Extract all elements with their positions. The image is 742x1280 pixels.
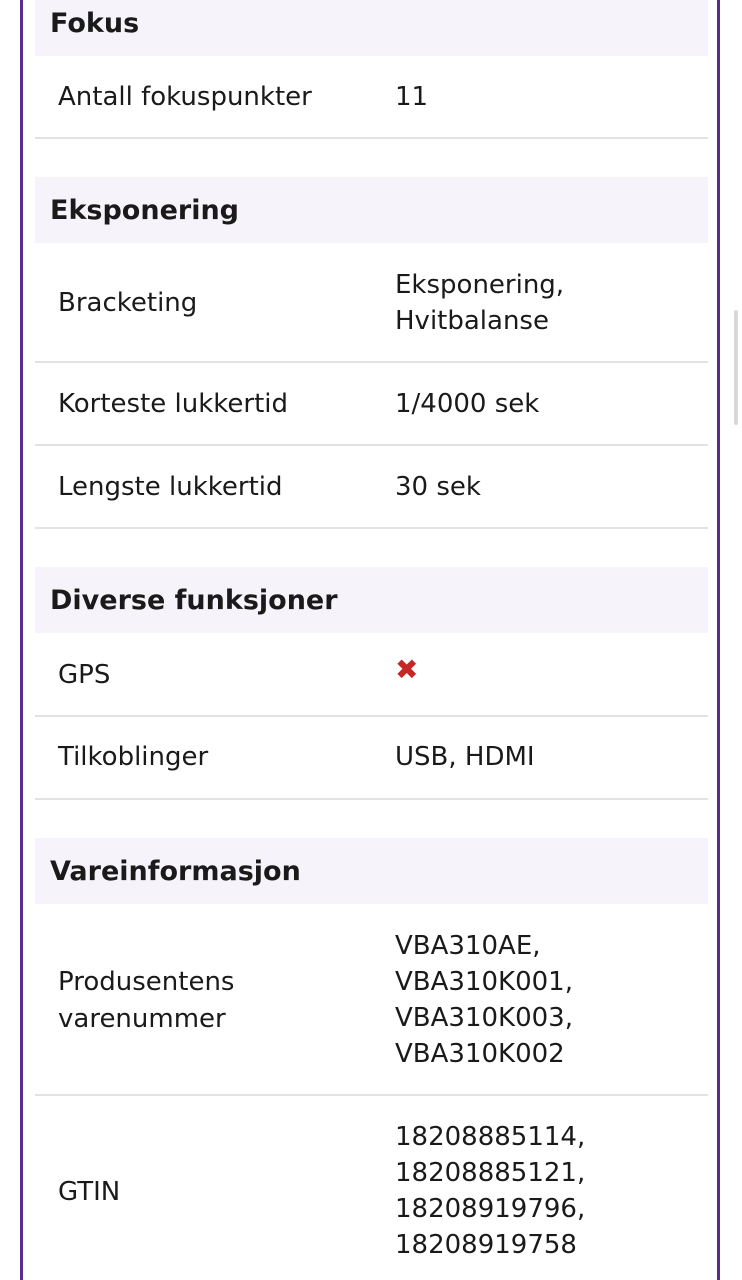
spec-label: Bracketing <box>58 288 198 318</box>
value-line: 18208919758 <box>395 1230 577 1260</box>
cross-icon: ✖ <box>395 653 419 686</box>
spec-value: 1/4000 sek <box>395 389 540 419</box>
spec-value <box>395 1119 695 1263</box>
spec-value: 30 sek <box>395 472 481 502</box>
value-line: VBA310AE, <box>395 931 541 961</box>
value-line: 18208885114, <box>395 1122 586 1152</box>
section-header-diverse <box>35 567 708 633</box>
spec-row-fokuspunkter <box>35 56 708 139</box>
spec-value <box>395 267 695 339</box>
spec-row-bracketing <box>35 243 708 363</box>
section-header-eksponering <box>35 177 708 243</box>
spec-row-produsentens-varenummer <box>35 904 708 1096</box>
label-line: Produsentens <box>58 967 235 997</box>
section-header-fokus <box>35 0 708 56</box>
spec-label: GTIN <box>58 1177 121 1207</box>
spec-row-korteste-lukkertid <box>35 363 708 446</box>
spec-label: GPS <box>58 660 111 690</box>
spec-row-tilkoblinger <box>35 717 708 800</box>
label-line: varenummer <box>58 1004 226 1034</box>
value-line: VBA310K001, <box>395 967 573 997</box>
value-line: VBA310K003, <box>395 1003 573 1033</box>
value-line: 18208885121, <box>395 1158 586 1188</box>
spec-row-lengste-lukkertid <box>35 446 708 529</box>
section-title: Diverse funksjoner <box>50 584 338 616</box>
section-title: Fokus <box>50 7 140 39</box>
section-header-vareinfo <box>35 838 708 904</box>
spec-label: Lengste lukkertid <box>58 472 283 502</box>
section-title: Vareinformasjon <box>50 855 301 887</box>
spec-label: Antall fokuspunkter <box>58 82 312 112</box>
value-line: VBA310K002 <box>395 1039 565 1069</box>
scrollbar[interactable] <box>734 310 738 425</box>
value-line: 18208919796, <box>395 1194 586 1224</box>
section-title: Eksponering <box>50 194 239 226</box>
spec-label: Korteste lukkertid <box>58 389 289 419</box>
spec-value <box>395 928 695 1072</box>
spec-label <box>58 964 378 1038</box>
spec-value: USB, HDMI <box>395 742 535 772</box>
spec-row-gps <box>35 633 708 717</box>
spec-label: Tilkoblinger <box>58 742 209 772</box>
value-line: Hvitbalanse <box>395 306 549 336</box>
spec-value: 11 <box>395 82 429 112</box>
value-line: Eksponering, <box>395 270 565 300</box>
spec-row-gtin <box>35 1096 708 1280</box>
